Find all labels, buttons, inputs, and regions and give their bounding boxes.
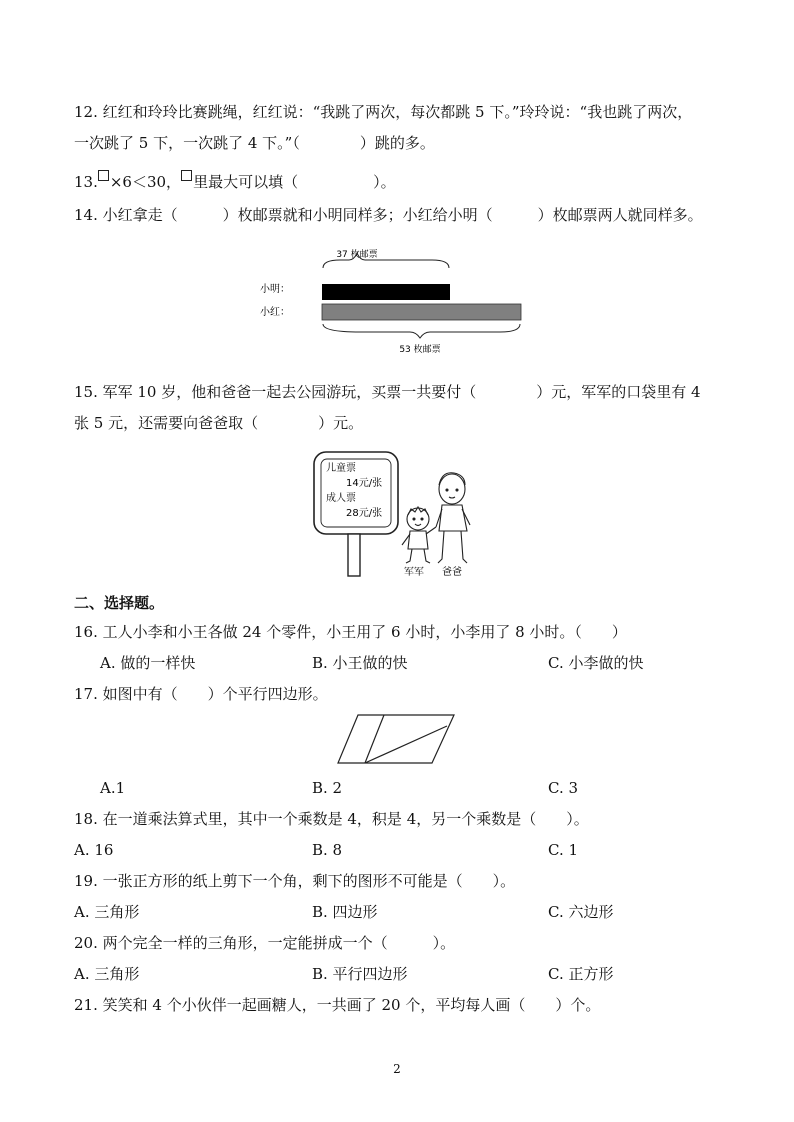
blank-box-icon bbox=[98, 170, 109, 181]
outer-parallelogram bbox=[338, 715, 454, 763]
q17-option-a[interactable]: A.1 bbox=[100, 779, 126, 797]
q12-line2: 一次跳了 5 下，一次跳了 4 下。”（ ）跳的多。 bbox=[74, 134, 435, 152]
q21-text: 21. 笑笑和 4 个小伙伴一起画糖人，一共画了 20 个，平均每人画（ ）个。 bbox=[74, 996, 601, 1014]
q20-option-c[interactable]: C. 正方形 bbox=[548, 965, 614, 983]
bottom-label: 53 枚邮票 bbox=[399, 345, 441, 355]
q20-option-b[interactable]: B. 平行四边形 bbox=[312, 965, 408, 983]
sign-line1: 儿童票 bbox=[326, 463, 356, 474]
q13-text bbox=[74, 170, 396, 193]
sign-post bbox=[348, 534, 360, 576]
q17-text: 17. 如图中有（ ）个平行四边形。 bbox=[74, 685, 328, 703]
label-xiaoming: 小明： bbox=[260, 284, 290, 295]
q13-middle: ×6＜30， bbox=[109, 173, 182, 191]
q17-option-c[interactable]: C. 3 bbox=[548, 779, 579, 797]
sign-line4: 28元/张 bbox=[346, 508, 383, 519]
child-label: 军军 bbox=[404, 567, 424, 578]
q18-option-c[interactable]: C. 1 bbox=[548, 841, 579, 859]
q18-option-a[interactable]: A. 16 bbox=[74, 841, 114, 859]
q18-text: 18. 在一道乘法算式里，其中一个乘数是 4，积是 4，另一个乘数是（ ）。 bbox=[74, 810, 589, 828]
q16-text: 16. 工人小李和小王各做 24 个零件，小王用了 6 小时，小李用了 8 小时。（ ） bbox=[74, 623, 627, 641]
bar-xiaoming bbox=[322, 284, 450, 300]
bar-xiaohong bbox=[322, 304, 521, 320]
dad-label: 爸爸 bbox=[442, 567, 462, 578]
q19-text: 19. 一张正方形的纸上剪下一个角，剩下的图形不可能是（ ）。 bbox=[74, 872, 516, 890]
q16-option-c[interactable]: C. 小李做的快 bbox=[548, 654, 644, 672]
sign-line3: 成人票 bbox=[326, 493, 356, 504]
bottom-brace bbox=[323, 324, 520, 338]
q17-option-b[interactable]: B. 2 bbox=[312, 779, 343, 797]
q12-line1: 12. 红红和玲玲比赛跳绳，红红说：“我跳了两次，每次都跳 5 下。”玲玲说：“我也跳了两次， bbox=[74, 103, 693, 121]
q14-text: 14. 小红拿走（ ）枚邮票就和小明同样多；小红给小明（ ）枚邮票两人就同样多。 bbox=[74, 206, 703, 224]
stamp-bar-diagram bbox=[250, 240, 540, 360]
q13-suffix: 里最大可以填（ ）。 bbox=[193, 173, 396, 191]
q19-option-b[interactable]: B. 四边形 bbox=[312, 903, 378, 921]
ticket-sign-illustration bbox=[312, 449, 482, 579]
parallelogram-figure bbox=[336, 712, 458, 766]
section-heading: 二、选择题。 bbox=[74, 594, 165, 612]
blank-box-icon bbox=[181, 170, 192, 181]
q19-option-a[interactable]: A. 三角形 bbox=[74, 903, 140, 921]
q20-option-a[interactable]: A. 三角形 bbox=[74, 965, 140, 983]
top-label: 37 枚邮票 bbox=[336, 250, 378, 260]
q15-line1: 15. 军军 10 岁，他和爸爸一起去公园游玩，买票一共要付（ ）元，军军的口袋里有 4 bbox=[74, 383, 701, 401]
q18-option-b[interactable]: B. 8 bbox=[312, 841, 343, 859]
label-xiaohong: 小红： bbox=[260, 307, 290, 318]
q16-option-b[interactable]: B. 小王做的快 bbox=[312, 654, 408, 672]
q16-option-a[interactable]: A. 做的一样快 bbox=[100, 654, 196, 672]
q19-option-c[interactable]: C. 六边形 bbox=[548, 903, 614, 921]
q20-text: 20. 两个完全一样的三角形，一定能拼成一个（ ）。 bbox=[74, 934, 456, 952]
sign-line2: 14元/张 bbox=[346, 478, 383, 489]
q13-prefix: 13. bbox=[74, 173, 98, 191]
page-number: 2 bbox=[393, 1062, 401, 1076]
q15-line2: 张 5 元，还需要向爸爸取（ ）元。 bbox=[74, 414, 364, 432]
dad-figure-icon bbox=[436, 473, 470, 563]
child-figure-icon bbox=[402, 507, 436, 563]
